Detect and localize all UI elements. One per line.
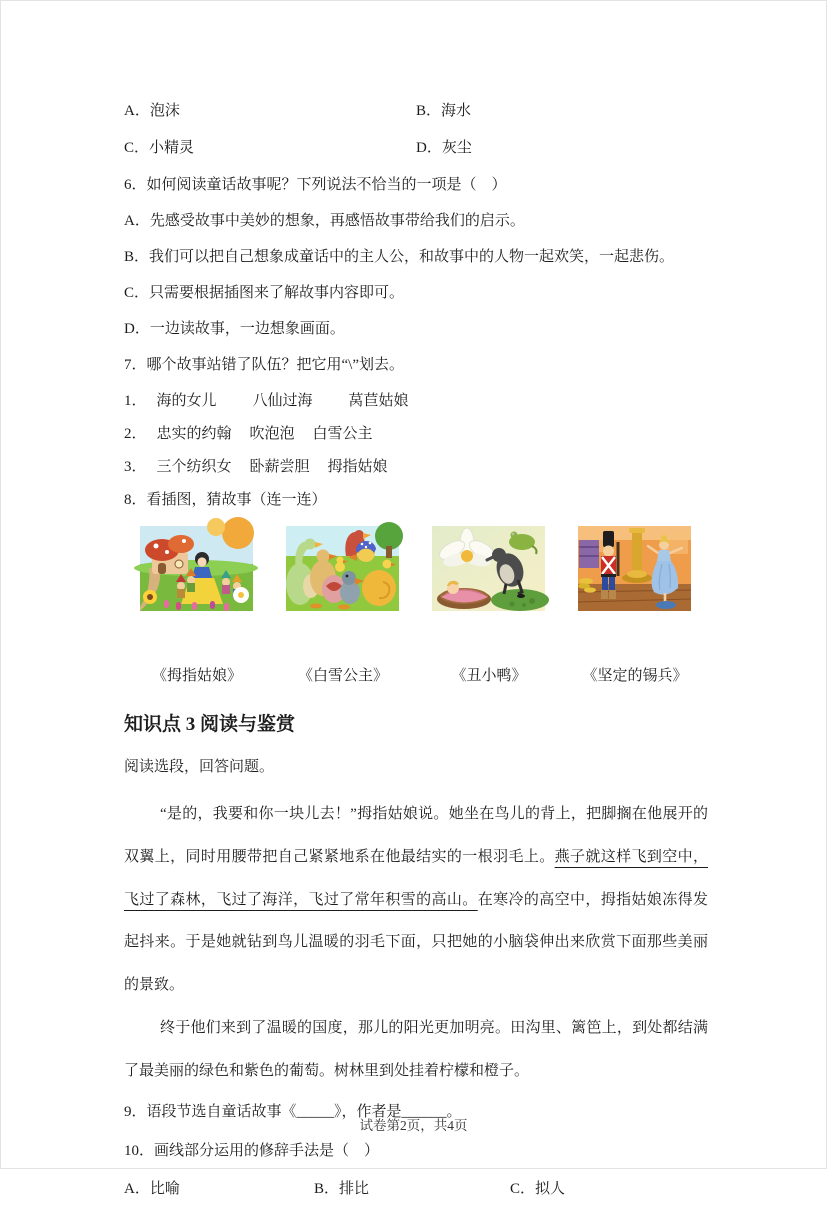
q6-option-a: A．先感受故事中美妙的想象，再感悟故事带给我们的启示。 [124, 213, 525, 229]
story-name: 三个纺织女 [156, 459, 232, 475]
q5-option-b: B．海水 [416, 103, 472, 119]
story-title-tin-soldier: 《坚定的锡兵》 [582, 668, 688, 684]
passage-p1-before: “是的，我要和你一块儿去！”拇指姑娘说。她坐在鸟儿的背上，把脚搁在他展开的双翼上，同时用腰带把自己紧紧地系在他最结实的一根羽毛上。 [124, 806, 708, 865]
story-name: 八仙过海 [252, 393, 313, 409]
story-name: 卧薪尝胆 [249, 459, 310, 475]
q6-option-c: C．只需要根据插图来了解故事内容即可。 [124, 285, 405, 301]
question5-options-row-1 [124, 101, 708, 121]
question9-stem: 9．语段节选自童话故事《_____》，作者是______。 [124, 1104, 462, 1121]
question10-stem: 10．画线部分运用的修辞手法是（ ） [124, 1143, 380, 1160]
story-title-snow-white: 《白雪公主》 [297, 668, 388, 684]
ugly-duckling-image [286, 526, 399, 611]
q10-option-a: A．比喻 [124, 1181, 180, 1198]
q10-option-c: C．拟人 [510, 1181, 566, 1198]
story-title-ugly-duckling: 《丑小鸭》 [451, 668, 527, 684]
question8-stem: 8．看插图，猜故事（连一连） [124, 492, 327, 508]
passage-paragraph-1 [124, 793, 708, 1007]
page-footer: 试卷第2页，共4页 [359, 1118, 468, 1133]
q7-row-1 [124, 391, 708, 411]
thumbelina-image [432, 526, 545, 611]
story-name: 忠实的约翰 [156, 426, 232, 442]
reading-instruction: 阅读选段，回答问题。 [124, 759, 275, 775]
question5-options-row-2 [124, 138, 708, 158]
snow-white-illustration [140, 526, 253, 611]
section-heading: 知识点 3 阅读与鉴赏 [124, 714, 296, 735]
tin-soldier-illustration [578, 526, 691, 611]
q5-option-d: D．灰尘 [416, 140, 472, 156]
q7-row-3 [124, 457, 708, 477]
q6-option-b: B．我们可以把自己想象成童话中的主人公，和故事中的人物一起欢笑，一起悲伤。 [124, 249, 675, 265]
passage-p1-after: 在寒冷的高空中，拇指姑娘冻得发起抖来。于是她就钻到鸟儿温暖的羽毛下面，只把她的小脑袋伸出来欣赏下面那些美丽的景致。 [124, 891, 708, 993]
story-titles-row [124, 666, 708, 686]
thumbelina-illustration [432, 526, 545, 611]
story-name: 白雪公主 [312, 426, 373, 442]
story-title-thumbelina: 《拇指姑娘》 [151, 668, 242, 684]
gift-box [579, 540, 599, 568]
story-illustrations-row [140, 526, 708, 611]
story-name: 海的女儿 [156, 393, 217, 409]
q5-option-c: C．小精灵 [124, 140, 195, 156]
passage-p1-underlined: 燕子就这样飞到空中，飞过了森林，飞过了海洋，飞过了常年积雪的高山。 [124, 848, 708, 908]
q10-option-b: B．排比 [314, 1181, 370, 1198]
page-content [124, 101, 708, 1215]
ugly-duckling-illustration [286, 526, 399, 611]
question7-stem: 7．哪个故事站错了队伍？把它用“\”划去。 [124, 357, 404, 373]
story-name: 拇指姑娘 [327, 459, 388, 475]
q6-option-d: D．一边读故事，一边想象画面。 [124, 321, 345, 337]
tin-soldier-image [578, 526, 691, 611]
q7-row-2 [124, 424, 708, 444]
passage-paragraph-2: 终于他们来到了温暖的国度，那儿的阳光更加明亮。田沟里、篱笆上，到处都结满了最美丽的绿色和紫色的葡萄。树林里到处挂着柠檬和橙子。 [124, 1019, 708, 1079]
question6-stem: 6．如何阅读童话故事呢？下列说法不恰当的一项是（ ） [124, 177, 507, 193]
question10-options-row [124, 1179, 708, 1199]
q7-row-1-number: 1． [124, 393, 147, 409]
q7-row-2-number: 2． [124, 426, 147, 442]
story-name: 莴苣姑娘 [348, 393, 409, 409]
story-name: 吹泡泡 [249, 426, 295, 442]
q5-option-a: A．泡沫 [124, 103, 180, 119]
snow-white-image [140, 526, 253, 611]
q7-row-3-number: 3． [124, 459, 147, 475]
